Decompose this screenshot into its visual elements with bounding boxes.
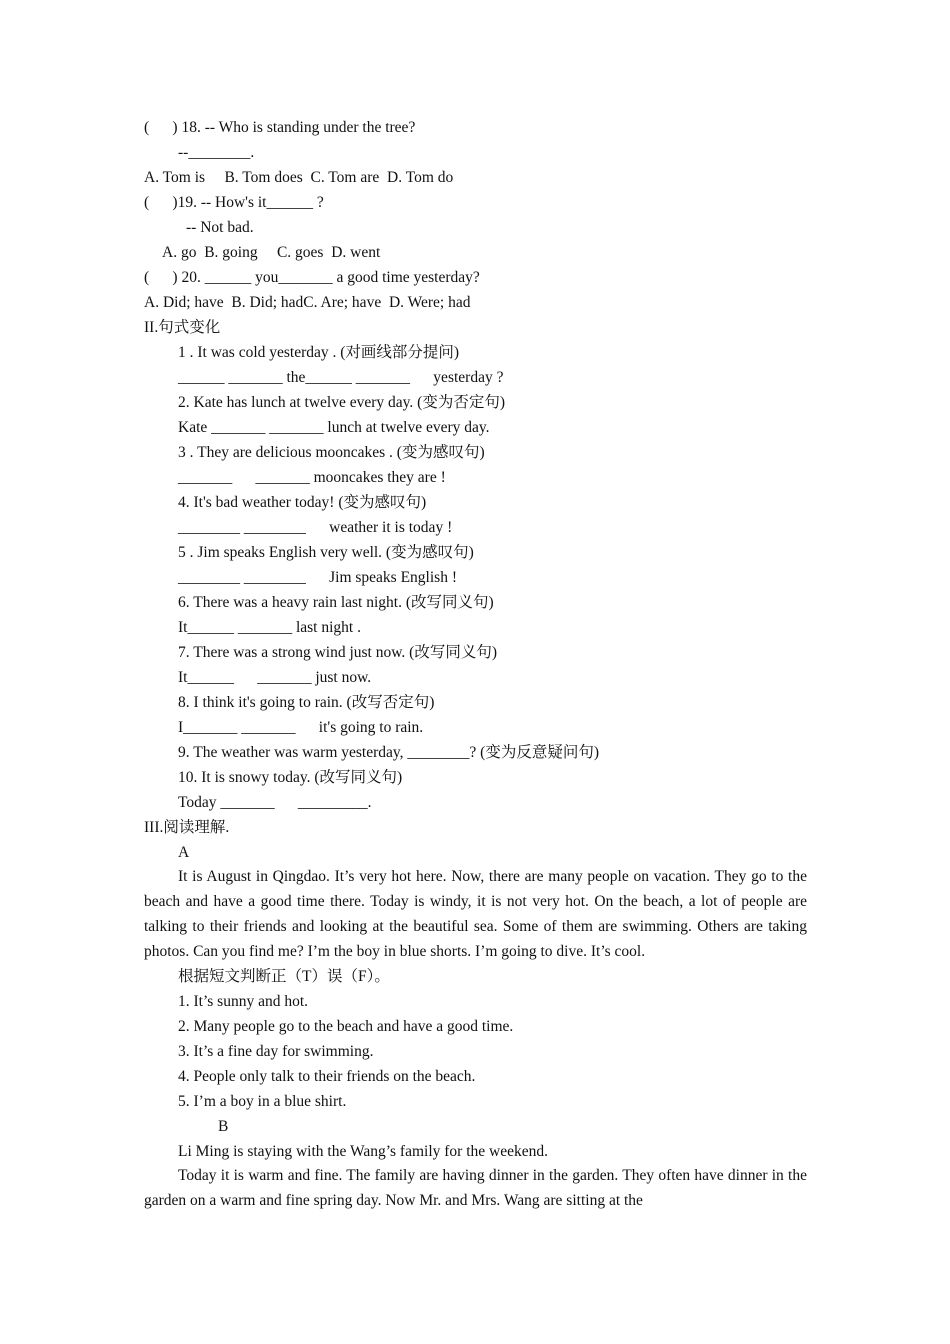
- true-false-item: 4. People only talk to their friends on the beach.: [178, 1068, 476, 1085]
- question-18-options: A. Tom is B. Tom does C. Tom are D. Tom do: [144, 169, 454, 186]
- rewrite-question: 7. There was a strong wind just now. (改写同义句): [178, 644, 497, 661]
- rewrite-question: 4. It's bad weather today! (变为感叹句): [178, 494, 427, 511]
- true-false-instruction: 根据短文判断正（T）误（F）。: [178, 968, 390, 985]
- question-20-options: A. Did; have B. Did; hadC. Are; have D. Were; had: [144, 294, 471, 311]
- true-false-item: 2. Many people go to the beach and have a good time.: [178, 1018, 514, 1035]
- passage-a-text: It is August in Qingdao. It’s very hot here. Now, there are many people on vacation. They go to the beach and have a good time there. Today is windy, it is not very hot. On the beach, a lot of people are talking to their friends and looking at the beautiful sea. Some of them are swimming. Others are taking photos. Can you find me? I’m the boy in blue shorts. I’m going to dive. It’s cool.: [144, 868, 807, 960]
- passage-a-label: A: [178, 844, 190, 861]
- true-false-item: 3. It’s a fine day for swimming.: [178, 1043, 374, 1060]
- passage-b-text: Today it is warm and fine. The family are having dinner in the garden. They often have dinner in the garden on a warm and fine spring day. Now Mr. and Mrs. Wang are sitting at the: [144, 1167, 807, 1209]
- rewrite-question: 10. It is snowy today. (改写同义句): [178, 769, 403, 786]
- rewrite-question: 1 . It was cold yesterday . (对画线部分提问): [178, 344, 460, 361]
- rewrite-question: 9. The weather was warm yesterday, ________? (变为反意疑问句): [178, 744, 599, 761]
- rewrite-answer: _______ _______ mooncakes they are !: [178, 469, 446, 486]
- question-19-reply: -- Not bad.: [186, 219, 254, 236]
- rewrite-question: 8. I think it's going to rain. (改写否定句): [178, 694, 435, 711]
- rewrite-answer: It______ _______ last night .: [178, 619, 361, 636]
- rewrite-answer: It______ _______ just now.: [178, 669, 372, 686]
- true-false-item: 5. I’m a boy in a blue shirt.: [178, 1093, 347, 1110]
- question-19-options: A. go B. going C. goes D. went: [162, 244, 381, 261]
- question-18-answer-blank: --________.: [178, 144, 255, 161]
- rewrite-answer: I_______ _______ it's going to rain.: [178, 719, 424, 736]
- question-19: ( )19. -- How's it______ ?: [144, 194, 324, 211]
- true-false-item: 1. It’s sunny and hot.: [178, 993, 309, 1010]
- rewrite-question: 6. There was a heavy rain last night. (改写同义句): [178, 594, 494, 611]
- rewrite-answer: Kate _______ _______ lunch at twelve every day.: [178, 419, 490, 436]
- rewrite-answer: ______ _______ the______ _______ yesterday ?: [178, 369, 504, 386]
- question-18: ( ) 18. -- Who is standing under the tree?: [144, 119, 416, 136]
- section-3-heading: III.阅读理解.: [144, 819, 230, 836]
- section-2-heading: II.句式变化: [144, 319, 221, 336]
- rewrite-question: 2. Kate has lunch at twelve every day. (变为否定句): [178, 394, 505, 411]
- rewrite-question: 3 . They are delicious mooncakes . (变为感叹句): [178, 444, 485, 461]
- passage-b-intro: Li Ming is staying with the Wang’s family for the weekend.: [178, 1143, 548, 1160]
- rewrite-question: 5 . Jim speaks English very well. (变为感叹句): [178, 544, 474, 561]
- rewrite-answer: ________ ________ Jim speaks English !: [178, 569, 457, 586]
- rewrite-answer: ________ ________ weather it is today !: [178, 519, 453, 536]
- passage-b-label: B: [218, 1118, 229, 1135]
- rewrite-answer: Today _______ _________.: [178, 794, 372, 811]
- question-20: ( ) 20. ______ you_______ a good time yesterday?: [144, 269, 480, 286]
